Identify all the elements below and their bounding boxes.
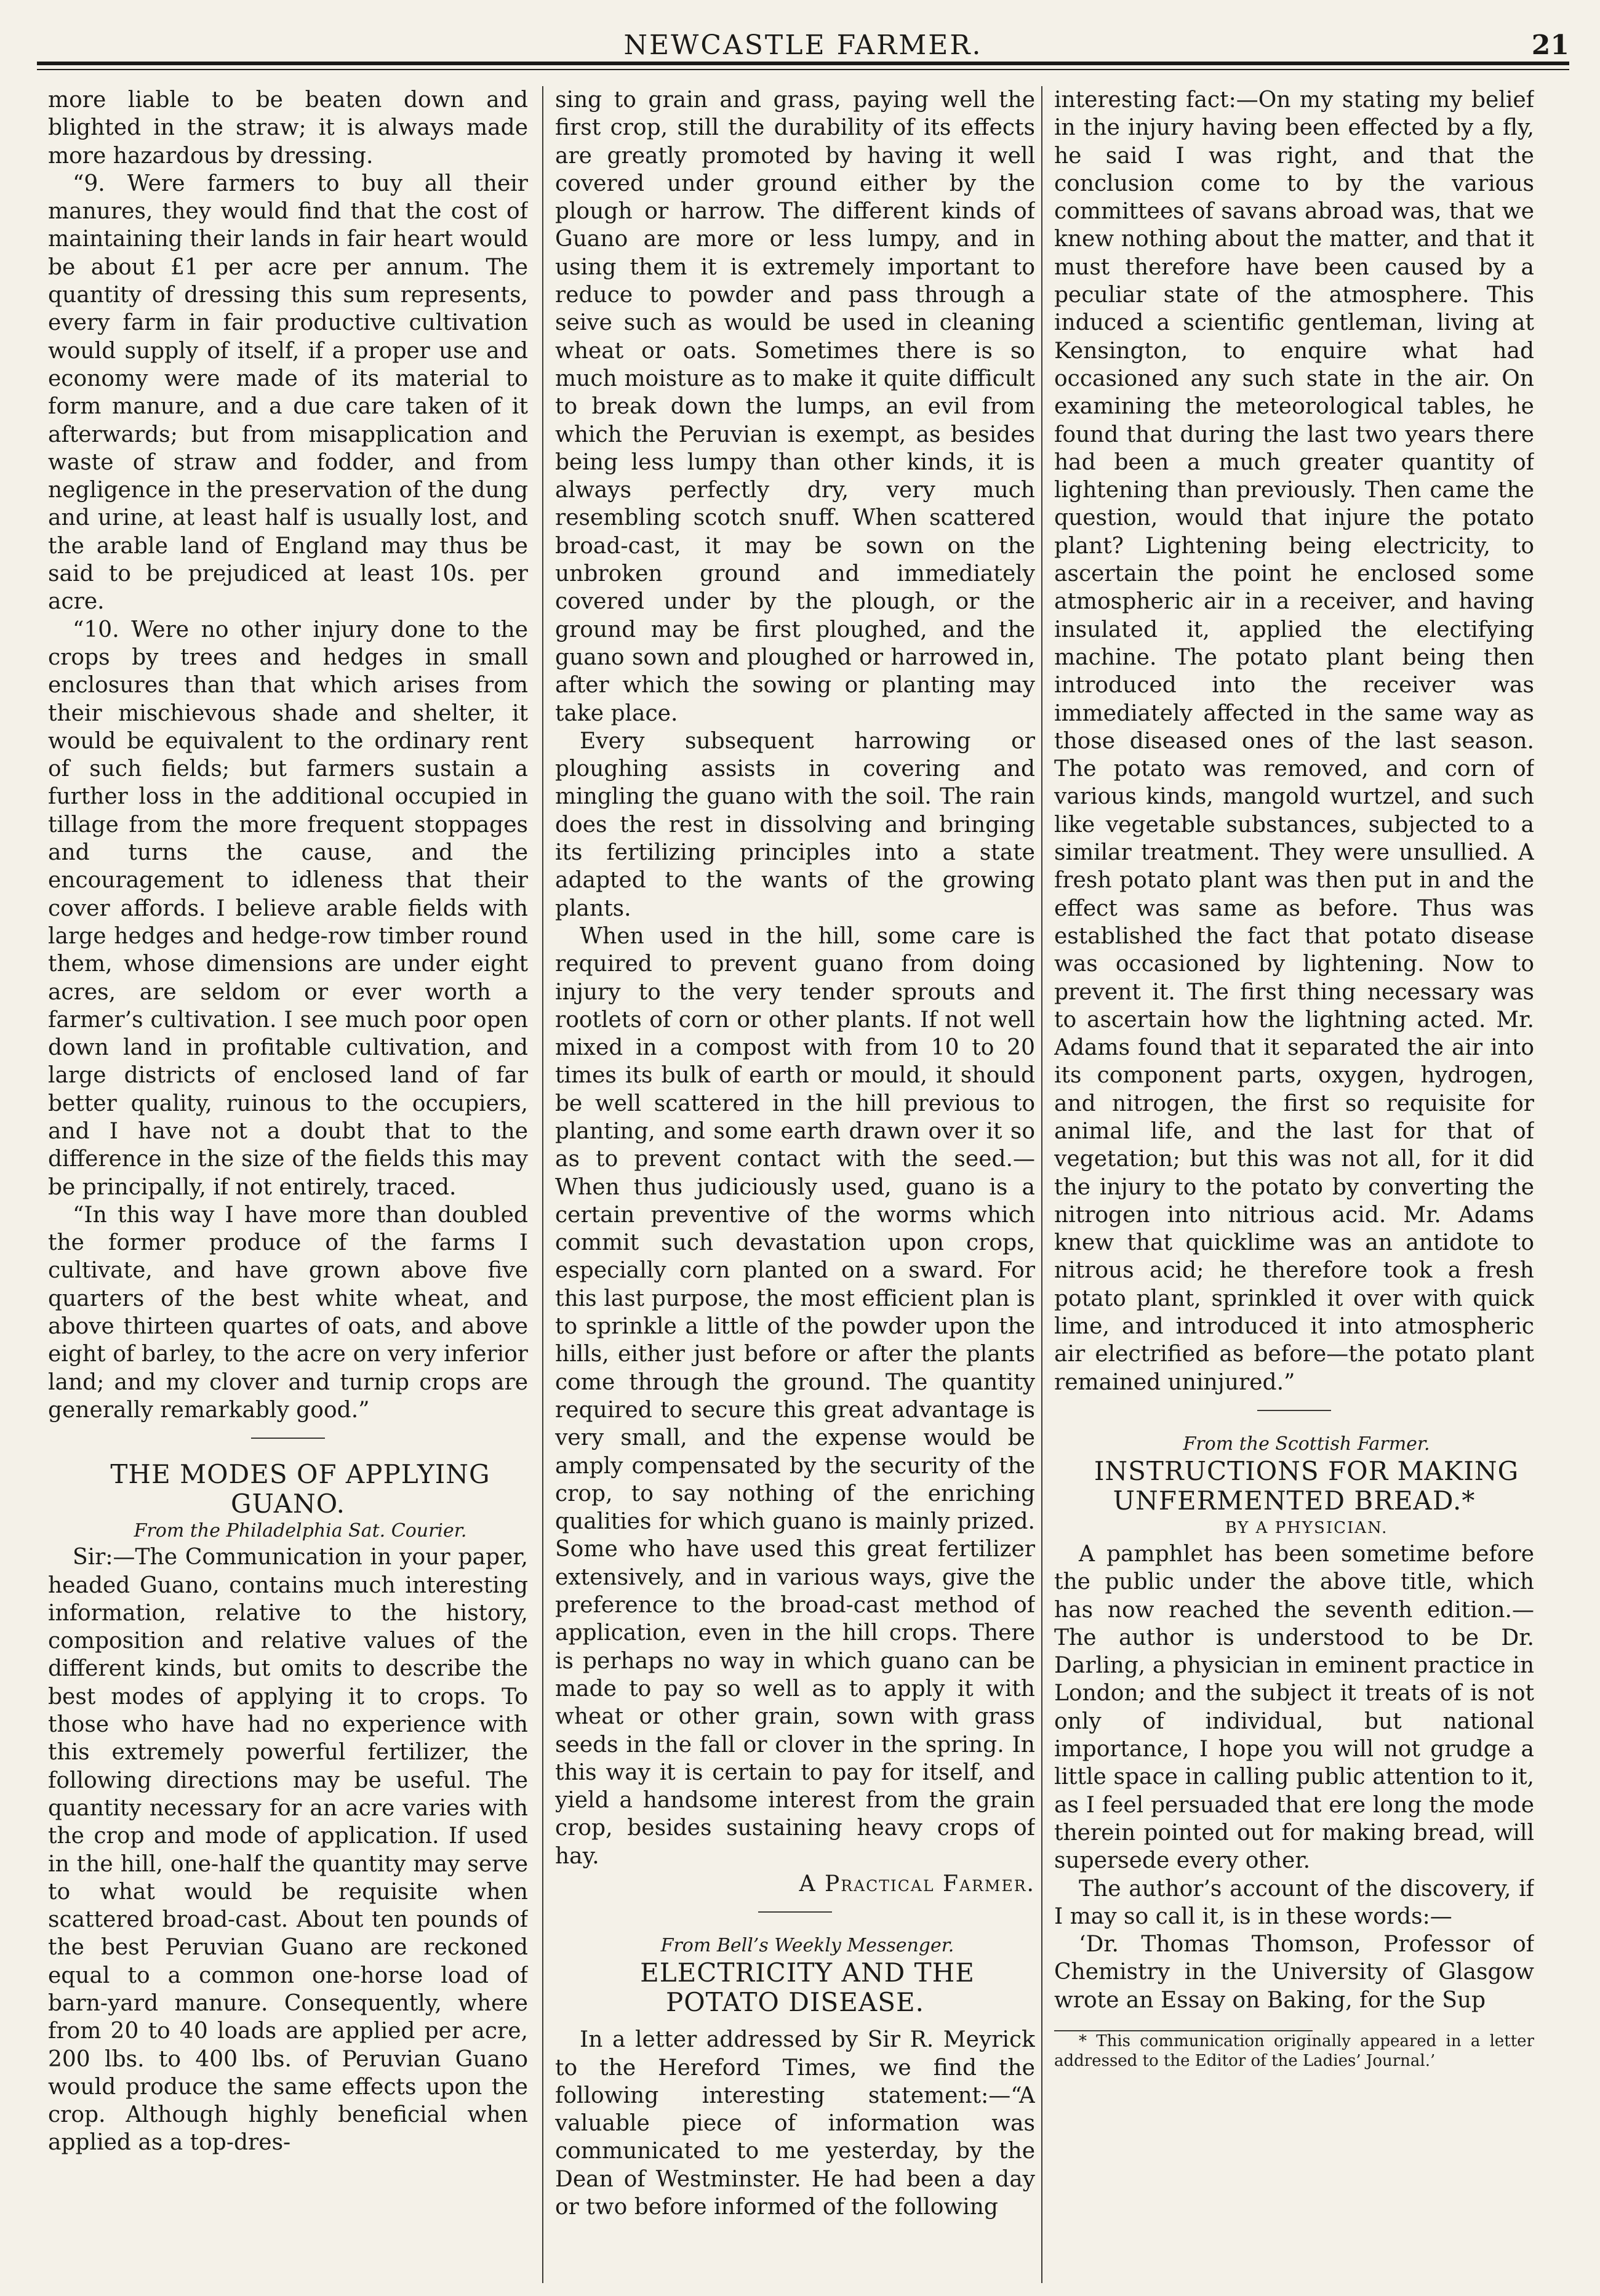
- article-byline: BY A PHYSICIAN.: [1225, 1518, 1388, 1537]
- column-1: [48, 86, 528, 2277]
- section-divider: [251, 1438, 325, 1439]
- page-number: 21: [1531, 30, 1569, 61]
- column-divider: [1041, 86, 1042, 2283]
- paragraph: Sir:—The Communication in your paper, headed Guano, contains much interesting information, relative to the history, composition and relative values of the different kinds, but omits to describe the best modes of applying it to crops. To those who have had no experience with this extremely powerful fertilizer, the following directions may be useful. The quantity necessary for an acre varies with the crop and mode of application. If used in the hill, one-half the quantity may serve to what would be requisite when scattered broad-cast. About ten pounds of the best Peruvian Guano are reckoned equal to a common one-horse load of barn-yard manure. Consequently, where from 20 to 40 loads are applied per acre, 200 lbs. to 400 lbs. of Peruvian Guano would produce the same effects upon the crop. Although highly beneficial when applied as a top-dres-: [48, 1545, 528, 2156]
- article-heading-guano: THE MODES OF APPLYING GUANO.: [110, 1459, 490, 1519]
- paragraph: more liable to be beaten down and blighted in the straw; it is always made more hazardous by dressing.: [48, 87, 528, 169]
- paragraph: ‘Dr. Thomas Thomson, Professor of Chemistry in the University of Glasgow wrote an Essay on Baking, for the Sup: [1054, 1932, 1534, 2013]
- paragraph: In a letter addressed by Sir R. Meyrick to the Hereford Times, we find the following interesting statement:—“A valuable piece of information was communicated to me yesterday, by the Dean of Westminster. He had been a day or two before informed of the following: [555, 2027, 1035, 2220]
- column-2: [555, 86, 1035, 2277]
- article-source: From the Scottish Farmer.: [1183, 1433, 1430, 1455]
- column-3: [1054, 86, 1534, 2277]
- page-header: [37, 25, 1569, 62]
- footnote: * This communication originally appeared in a letter addressed to the Editor of the Ladies’ Journal.’: [1054, 2032, 1534, 2070]
- paragraph: “9. Were farmers to buy all their manures, they would find that the cost of maintaining their lands in fair heart would be about £1 per acre per annum. The quantity of dressing this sum represents, every farm in fair productive cultivation would supply of itself, if a proper use and economy were made of its material to form manure, and a due care taken of it afterwards; but from misapplication and waste of straw and fodder, and from negligence in the preservation of the dung and urine, at least half is usually lost, and the arable land of England may thus be said to be prejudiced at least 10s. per acre.: [48, 170, 528, 615]
- paragraph: interesting fact:—On my stating my belief in the injury having been effected by a fly, he said I was right, and that the conclusion come to by the various committees of savans abroad was, that we knew nothing about the matter, and that it must therefore have been caused by a peculiar state of the atmosphere. This induced a scientific gentleman, living at Kensington, to enquire what had occasioned any such state in the air. On examining the meteorological tables, he found that during the last two years there had been a much greater quantity of lightening than previously. Then came the question, would that injure the potato plant? Lightening being electricity, to ascertain the point he enclosed some atmospheric air in a receiver, and having insulated it, applied the electifying machine. The potato plant being then introduced into the receiver was immediately affected in the same way as those diseased ones of the last season. The potato was removed, and corn of various kinds, mangold wurtzel, and such like vegetable substances, subjected to a similar treatment. They were unsullied. A fresh potato plant was then put in and the effect was same as before. Thus was established the fact that potato disease was occasioned by lightening. Now to prevent it. The first thing necessary was to ascertain how the lightning acted. Mr. Adams found that it separated the air into its component parts, oxygen, hydrogen, and nitrogen, the first so requisite for animal life, and the last for that of vegetation; but this was not all, for it did the injury to the potato by converting the nitrogen into nitrious acid. Mr. Adams knew that quicklime was an antidote to nitrous acid; he therefore took a fresh potato plant, sprinkled it over with quick lime, and introduced it into atmospheric air electrified as before—the potato plant remained uninjured.”: [1054, 87, 1534, 1395]
- section-divider: [758, 1911, 832, 1913]
- article-source: From the Philadelphia Sat. Courier.: [134, 1520, 467, 1542]
- paragraph: “In this way I have more than doubled the former produce of the farms I cultivate, and have grown above five quarters of the best white wheat, and above thirteen quartes of oats, and above eight of barley, to the acre on very inferior land; and my clover and turnip crops are generally remarkably good.”: [48, 1202, 528, 1423]
- article-heading-electricity: ELECTRICITY AND THE POTATO DISEASE.: [640, 1958, 975, 2018]
- header-rule-thin: [37, 69, 1569, 70]
- paragraph: The author’s account of the discovery, if I may so call it, is in these words:—: [1054, 1876, 1534, 1929]
- page-title: NEWCASTLE FARMER.: [623, 30, 983, 61]
- paragraph: Every subsequent harrowing or ploughing assists in covering and mingling the guano with the soil. The rain does the rest in dissolving and bringing its fertilizing principles into a state adapted to the wants of the growing plants.: [555, 728, 1035, 921]
- paragraph: “10. Were no other injury done to the crops by trees and hedges in small enclosures than that which arises from their mischievous shade and shelter, it would be equivalent to the ordinary rent of such fields; but farmers sustain a further loss in the additional occupied in tillage from the more frequent stoppages and turns the cause, and the encouragement to idleness that their cover affords. I believe arable fields with large hedges and hedge-row timber round them, whose dimensions are under eight acres, are seldom or ever worth a farmer’s cultivation. I see much poor open down land in profitable cultivation, and large districts of enclosed land of far better quality, ruinous to the occupiers, and I have not a doubt that to the difference in the size of the fields this may be principally, if not entirely, traced.: [48, 617, 528, 1200]
- column-divider: [542, 86, 543, 2283]
- paragraph: When used in the hill, some care is required to prevent guano from doing injury to the very tender sprouts and rootlets of corn or other plants. If not well mixed in a compost with from 10 to 20 times its bulk of earth or mould, it should be well scattered in the hill previous to planting, and some earth drawn over it so as to prevent contact with the seed.—When thus judiciously used, guano is a certain preventive of the worms which commit such devastation upon crops, especially corn planted on a sward. For this last purpose, the most efficient plan is to sprinkle a little of the powder upon the hills, either just before or after the plants come through the ground. The quantity required to secure this great advantage is very small, and the expense would be amply compensated by the security of the crop, to say nothing of the enriching qualities for which guano is mainly prized. Some who have used this great fertilizer extensively, and in various ways, give the preference to the broad-cast method of application, even in the hill crops. There is perhaps no way in which guano can be made to pay so well as to apply it with wheat or other grain, sown with grass seeds in the fall or clover in the spring. In this way it is certain to pay for itself, and yield a handsome interest from the grain crop, besides sustaining heavy crops of hay.: [555, 923, 1035, 1869]
- section-divider: [1257, 1410, 1331, 1411]
- article-heading-bread: INSTRUCTIONS FOR MAKING UNFERMENTED BREAD.*: [1094, 1455, 1519, 1516]
- paragraph: A pamphlet has been sometime before the public under the above title, which has now reached the seventh edition.—The author is understood to be Dr. Darling, a physician in eminent practice in London; and the subject it treats of is not only of individual, but national importance, I hope you will not grudge a little space in calling public attention to it, as I feel persuaded that ere long the mode therein pointed out for making bread, will supersede every other.: [1054, 1541, 1534, 1874]
- paragraph: sing to grain and grass, paying well the first crop, still the durability of its effects are greatly promoted by having it well covered under ground either by the plough or harrow. The different kinds of Guano are more or less lumpy, and in using them it is extremely important to reduce to powder and pass through a seive such as would be used in cleaning wheat or oats. Sometimes there is so much moisture as to make it quite difficult to break down the lumps, an evil from which the Peruvian is exempt, as besides being less lumpy than other kinds, it is always perfectly dry, very much resembling scotch snuff. When scattered broad-cast, it may be sown on the unbroken ground and immediately covered under by the plough, or the ground may be first ploughed, and the guano sown and ploughed or harrowed in, after which the sowing or planting may take place.: [555, 87, 1035, 726]
- header-rule: [37, 62, 1569, 65]
- article-signature: A Practical Farmer.: [799, 1871, 1035, 1897]
- article-source: From Bell’s Weekly Messenger.: [660, 1935, 954, 1957]
